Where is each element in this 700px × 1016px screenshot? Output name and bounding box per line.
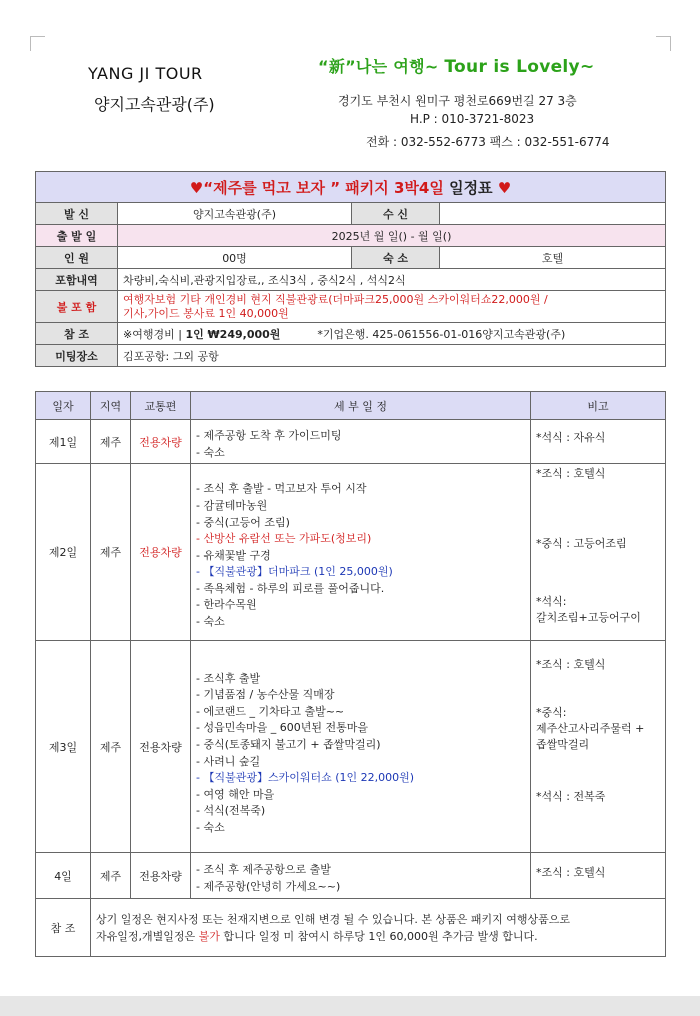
trip-cost: 1인 ₩249,000원 (185, 327, 281, 341)
slogan (318, 54, 594, 77)
title-tail: 일정표 (449, 178, 493, 197)
company-address: 경기도 부천시 원미구 평천로669번길 27 3층 (338, 94, 577, 108)
trip-cost-prefix: ※여행경비 | (123, 327, 182, 341)
day-label: 4일 (36, 853, 91, 899)
meal-note: 좁쌀막걸리 (536, 738, 590, 751)
day-label: 제3일 (36, 641, 91, 853)
itinerary-item: - 감귤테마농원 (196, 498, 268, 512)
reference-value (118, 323, 666, 345)
itinerary-item: - 조식 후 제주공항으로 출발 (196, 862, 331, 876)
footer-text (91, 899, 666, 957)
people-label: 인 원 (36, 247, 118, 269)
meal-note: *조식 : 호텔식 (536, 658, 606, 671)
schedule-body (36, 420, 666, 899)
meal-note: 제주산고사리주물럭 + (536, 722, 645, 735)
company-name-korean: 양지고속관광(주) (94, 95, 215, 114)
day-row (36, 641, 666, 853)
title-main: “제주를 먹고 보자 ” (203, 178, 341, 197)
meeting-place-label: 미팅장소 (36, 345, 118, 367)
itinerary-item: - 조식 후 출발 - 먹고보자 투어 시작 (196, 482, 367, 496)
itinerary-item: - 여영 해안 마을 (196, 787, 275, 801)
region: 제주 (91, 420, 131, 464)
lodging-label: 숙 소 (352, 247, 440, 269)
header-notes: 비고 (531, 392, 666, 420)
transport: 전용차량 (131, 641, 191, 853)
meal-note: *조식 : 호텔식 (536, 467, 606, 480)
meal-note: 갈치조림+고등어구이 (536, 611, 641, 624)
transport: 전용차량 (131, 853, 191, 899)
itinerary-item: - 석식(전복죽) (196, 804, 266, 818)
day-details (191, 853, 531, 899)
corner-mark (30, 36, 45, 51)
heart-icon: ♥ (497, 178, 512, 197)
itinerary-item: - 유채꽃밭 구경 (196, 548, 271, 562)
header-region: 지역 (91, 392, 131, 420)
header-day: 일자 (36, 392, 91, 420)
itinerary-item: - 에코랜드 _ 기차타고 출발~~ (196, 704, 345, 718)
footer-text-highlight: 불가 (198, 929, 220, 943)
day-details (191, 641, 531, 853)
meal-note: *조식 : 호텔식 (536, 866, 606, 879)
sender-value: 양지고속관광(주) (118, 203, 352, 225)
day-row (36, 464, 666, 641)
meal-note: *석식 : 전복죽 (536, 790, 606, 803)
meal-note: *석식: (536, 595, 567, 608)
day-notes (531, 853, 666, 899)
transport: 전용차량 (131, 464, 191, 641)
footer-line: 상기 일정은 현지사정 또는 천재지변으로 인해 변경 될 수 있습니다. 본 상품은 패키지 여행상품으로 (96, 912, 570, 926)
itinerary-item: - 숙소 (196, 445, 225, 459)
excluded-value (118, 291, 666, 323)
itinerary-item: - 중식(토종돼지 불고기 + 좁쌀막걸리) (196, 737, 381, 751)
company-hp: H.P : 010-3721-8023 (410, 112, 535, 126)
itinerary-item: - 사려니 숲길 (196, 754, 261, 768)
corner-mark (656, 36, 671, 51)
day-notes (531, 420, 666, 464)
day-details (191, 464, 531, 641)
receiver-label: 수 신 (352, 203, 440, 225)
slogan-prefix: “新”나는 여행~ (318, 57, 439, 76)
meal-note: *중식: (536, 706, 567, 719)
itinerary-item: - 【직불관광】더마파크 (1인 25,000원) (196, 565, 393, 579)
page-bottom-bar (0, 996, 700, 1016)
schedule-table (35, 391, 666, 957)
transport: 전용차량 (131, 420, 191, 464)
region: 제주 (91, 464, 131, 641)
footer-line (96, 928, 660, 945)
footer-label: 참 조 (36, 899, 91, 957)
itinerary-item: - 산방산 유람선 또는 가파도(청보리) (196, 532, 372, 546)
excluded-label: 불 포 함 (36, 291, 118, 323)
region: 제주 (91, 853, 131, 899)
itinerary-item: - 숙소 (196, 615, 225, 629)
excluded-line: 기사,가이드 봉사료 1인 40,000원 (123, 306, 289, 320)
departure-value: 2025년 월 일() - 월 일() (118, 225, 666, 247)
slogan-suffix: Tour is Lovely~ (444, 57, 595, 77)
meal-note: *중식 : 고등어조림 (536, 537, 627, 550)
header-transport: 교통편 (131, 392, 191, 420)
company-name-english: YANG JI TOUR (88, 64, 203, 83)
company-contact: 전화 : 032-552-6773 팩스 : 032-551-6774 (366, 135, 610, 149)
itinerary-item: - 【직불관광】스카이워터쇼 (1인 22,000원) (196, 771, 415, 785)
reference-label: 참 조 (36, 323, 118, 345)
itinerary-item: - 숙소 (196, 820, 225, 834)
schedule-header-row (36, 392, 666, 420)
itinerary-item: - 제주공항 도착 후 가이드미팅 (196, 428, 342, 442)
meal-note: *석식 : 자유식 (536, 431, 606, 444)
schedule-footer-row (36, 899, 666, 957)
itinerary-item: - 한라수목원 (196, 598, 257, 612)
itinerary-item: - 족욕체험 - 하루의 피로를 풀어줍니다. (196, 581, 385, 595)
included-value: 차량비,숙식비,관광지입장료,, 조식3식 , 중식2식 , 석식2식 (118, 269, 666, 291)
day-details (191, 420, 531, 464)
title-package: 패키지 3박4일 (345, 178, 444, 197)
region: 제주 (91, 641, 131, 853)
excluded-line: 여행자보험 기타 개인경비 현지 직불관광료(더마파크25,000원 스카이워터쇼22,000원 / (123, 292, 548, 306)
footer-text-part: 합니다 일정 미 참여시 하루당 1인 60,000원 추가금 발생 합니다. (219, 929, 538, 943)
people-value: 00명 (118, 247, 352, 269)
receiver-value (440, 203, 666, 225)
day-label: 제2일 (36, 464, 91, 641)
itinerary-item: - 제주공항(안녕히 가세요~~) (196, 879, 341, 893)
itinerary-item: - 조식후 출발 (196, 671, 261, 685)
day-row (36, 853, 666, 899)
itinerary-title (36, 172, 666, 203)
footer-text-part: 자유일정,개별일정은 (96, 929, 199, 943)
day-label: 제1일 (36, 420, 91, 464)
day-notes (531, 641, 666, 853)
itinerary-item: - 성읍민속마을 _ 600년된 전통마을 (196, 721, 368, 735)
sender-label: 발 신 (36, 203, 118, 225)
day-notes (531, 464, 666, 641)
departure-label: 출 발 일 (36, 225, 118, 247)
itinerary-item: - 중식(고등어 조림) (196, 515, 290, 529)
header-details: 세 부 일 정 (191, 392, 531, 420)
summary-table (35, 171, 666, 367)
lodging-value: 호텔 (440, 247, 666, 269)
heart-icon: ♥ (189, 178, 204, 197)
day-row (36, 420, 666, 464)
itinerary-item: - 기념품점 / 농수산물 직매장 (196, 688, 335, 702)
bank-account: *기업은행. 425-061556-01-016양지고속관광(주) (317, 327, 566, 341)
included-label: 포함내역 (36, 269, 118, 291)
meeting-place-value: 김포공항: 그외 공항 (118, 345, 666, 367)
